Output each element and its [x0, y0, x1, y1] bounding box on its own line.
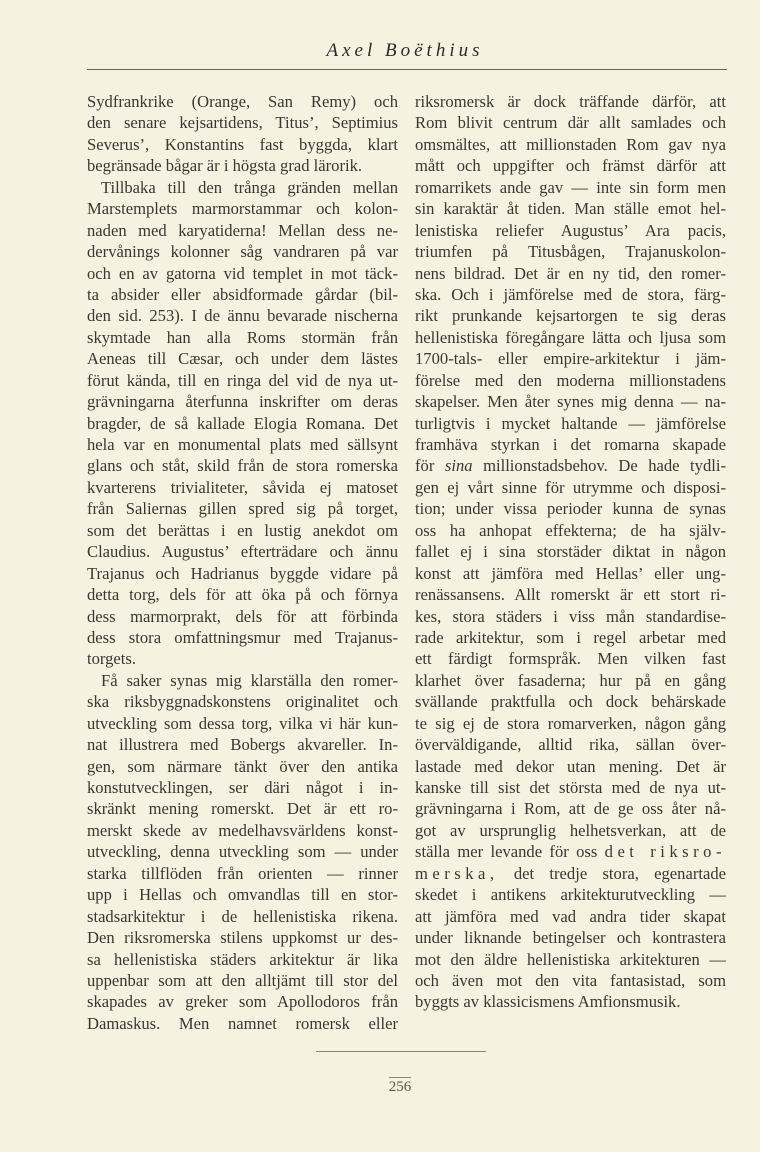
text-line: och även mot den vita fantasistad, som [415, 970, 726, 990]
text-line: ta absider eller absidformade gårdar (bil- [87, 284, 398, 304]
text-line: merskt skede av medelhavsvärldens konst- [87, 820, 398, 840]
text-line: ska. Och i jämförelse med de stora, färg- [415, 284, 726, 304]
text-line: att jämföra med vad andra tider skapat [415, 906, 726, 926]
text-line: skapades av greker som Apollodoros från [87, 992, 398, 1012]
text-line: nens bildrad. Det är en ny tid, den romer- [415, 263, 726, 283]
text-line: mot den äldre hellenistiska arkitekturen — [415, 949, 726, 969]
text-segment: det tredje stora, egenartade [498, 863, 726, 883]
text-line: byggts av klassicismens Amfionsmusik. [415, 992, 681, 1012]
right-text-column [415, 91, 726, 1013]
text-line: omsmältes, att millionstaden Rom gav nya [415, 134, 726, 154]
text-line: Trajanus och Hadrianus byggde vidare på [87, 563, 398, 583]
page-number [370, 1079, 430, 1096]
text-line: oss ha anhopat effekterna; de ha själv- [415, 520, 726, 540]
text-line: överväldigande, alltid rika, sällan över- [415, 735, 726, 755]
emphasized-word: sina [444, 456, 473, 476]
text-line: och en av gatorna vid templet in mot täck- [87, 263, 398, 283]
text-line: starka tillflöden från orienten — rinner [87, 863, 398, 883]
text-line: kanske till sist det största med de nya ut- [415, 778, 726, 797]
text-line: gen, som närmare tänkt över den antika [87, 756, 398, 776]
text-line: triumfen på Titusbågen, Trajanuskolon- [415, 242, 726, 262]
left-text-column [87, 91, 398, 1034]
text-segment: ställa mer levande för oss [415, 842, 605, 862]
text-line: 1700-tals- eller empire-arkitektur i jäm- [415, 349, 726, 369]
text-line: bragder, de så kallade Elogia Romana. Det [87, 413, 398, 433]
text-line: utveckling som dessa torg, vilka vi här kun- [87, 713, 398, 733]
text-line: skymtade han alla Roms stormän från [87, 327, 398, 347]
text-line: got av ursprunglig helhetsverkan, att de [415, 820, 726, 840]
text-line: sa hellenistiska städers arkitektur är lika [87, 949, 398, 969]
text-line: framhäva styrkan i det romarna skapade [415, 435, 726, 454]
text-line: naden med karyatiderna! Mellan dess ne- [87, 220, 398, 240]
text-line: turligtvis i mycket haltande — jämförelse [415, 413, 726, 433]
text-segment: millionstadsbehov. De hade tydli- [472, 456, 726, 476]
text-line: gen ej vårt sinne för utrymme och disposi- [415, 477, 726, 497]
text-line: glans och ståt, skild från de stora romerska [87, 456, 398, 476]
text-line: förut kända, till en ringa del vid de nya ut- [87, 370, 398, 390]
text-line: skränkt mening romerskt. Det är ett ro- [87, 799, 398, 819]
text-line: hellenistiska föregångare lätta och ljusa som [415, 327, 726, 347]
text-line [415, 841, 726, 862]
text-line: den sid. 253). I de ännu bevarade nischerna [87, 306, 398, 326]
text-line: Den riksromerska stilens uppkomst ur des- [87, 928, 398, 948]
text-line: dess stora omfattningsmur med Trajanus- [87, 627, 398, 647]
text-line: te sig ej de stora romarverken, någon gång [415, 713, 726, 733]
text-line: mått och uppgifter och främst därför att [415, 156, 726, 176]
running-header: Axel Boëthius [326, 40, 484, 61]
text-line: konstutvecklingen, ser däri något i in- [87, 778, 398, 797]
text-line: grävningarna i Rom, att de ge oss åter nå- [415, 799, 726, 819]
text-line: riksromersk är dock träffande därför, att [415, 92, 726, 111]
text-line: från Saliernas gillen spred sig på torget, [87, 499, 398, 519]
text-line: utveckling, denna utveckling som — under [87, 842, 398, 862]
text-line: begränsade bågar är i högsta grad lärorik. [87, 156, 363, 176]
text-line: tion; under vissa perioder kunna de synas [415, 499, 726, 519]
text-line: som det berättas i en lustig anekdot om [87, 520, 398, 540]
text-line: renässansens. Allt romerskt är ett stort ri- [415, 585, 726, 605]
text-line: skapelser. Men åter synes mig denna — na- [415, 392, 726, 412]
text-line: kvarterens trivialiteter, såvida ej matoset [87, 477, 398, 497]
text-line: kes, stora städers i viss mån standardise- [415, 606, 726, 626]
text-line: nat illustrera med Bobergs akvareller. In- [87, 735, 398, 755]
footer-rule [316, 1051, 486, 1052]
page-number-text: 256 [388, 1079, 412, 1095]
text-line: hela var en monumental plats med sällsynt [87, 435, 398, 454]
text-line: Severus’, Konstantins fast byggda, klart [87, 134, 398, 154]
text-line: stadsarkitektur i de hellenistiska rikena. [87, 906, 398, 926]
text-line: Claudius. Augustus’ efterträdare och ännu [87, 542, 398, 562]
text-line: dess marmorprakt, dels för att förbinda [87, 606, 398, 626]
text-line: rade arkitektur, som i regel arbetar med [415, 627, 726, 647]
text-line [415, 863, 726, 884]
text-line: Aeneas till Cæsar, och under dem lästes [87, 349, 398, 369]
text-segment: för [415, 456, 445, 476]
text-line: Få saker synas mig klarställa den romer- [101, 670, 398, 690]
text-line: torgets. [87, 649, 137, 669]
text-line: romarrikets ande gav — inte sin form men [415, 177, 726, 197]
text-line: Sydfrankrike (Orange, San Remy) och [87, 92, 398, 111]
text-line [415, 455, 726, 476]
spaced-emphasis: det riksro- [604, 842, 726, 862]
text-line: Tillbaka till den trånga gränden mellan [101, 177, 398, 197]
text-line: lenistiska reliefer Augustus’ Ara pacis, [415, 220, 726, 240]
text-line: den senare kejsartidens, Titus’, Septimius [87, 113, 398, 133]
spaced-emphasis: merska, [415, 863, 499, 883]
text-line: grävningarna återfunna inskrifter om deras [87, 392, 398, 412]
text-line: lastade med dekor utan mening. Det är [415, 756, 726, 776]
text-line: rikt prunkande kejsartorgen te sig deras [415, 306, 726, 326]
text-line: ett färdigt formspråk. Men vilken fast [415, 649, 726, 669]
text-line: detta torg, dels för att öka på och förnya [87, 585, 398, 605]
text-line: svällande praktfulla och dock behärskade [415, 692, 726, 712]
text-line: Damaskus. Men namnet romersk eller [87, 1013, 398, 1033]
text-line: dervånings kolonner såg vandraren på var [87, 242, 398, 262]
text-line: skedet i antikens arkitekturutveckling — [415, 885, 726, 905]
text-line: ska riksbyggnadskonstens originalitet och [87, 692, 398, 712]
text-line: klarhet över fasaderna; hur på en gång [415, 670, 726, 690]
header-rule [87, 69, 727, 70]
text-line: sin karaktär åt tiden. Man ställe emot hel- [415, 199, 726, 219]
text-line: fallet ej i sina storstäder diktat in någon [415, 542, 726, 562]
text-line: konst att jämföra med Hellas’ eller ung- [415, 563, 726, 583]
text-line: Rom blivit centrum där allt samlades och [415, 113, 726, 133]
text-line: förelse med den moderna millionstadens [415, 370, 726, 390]
text-line: uppenbar som att den alltjämt till stor del [87, 970, 398, 990]
text-line: upp i Hellas och omvandlas till en stor- [87, 885, 398, 905]
text-line: Marstemplets marmorstammar och kolon- [87, 199, 398, 219]
text-line: under liknande betingelser och kontrastera [415, 928, 726, 948]
